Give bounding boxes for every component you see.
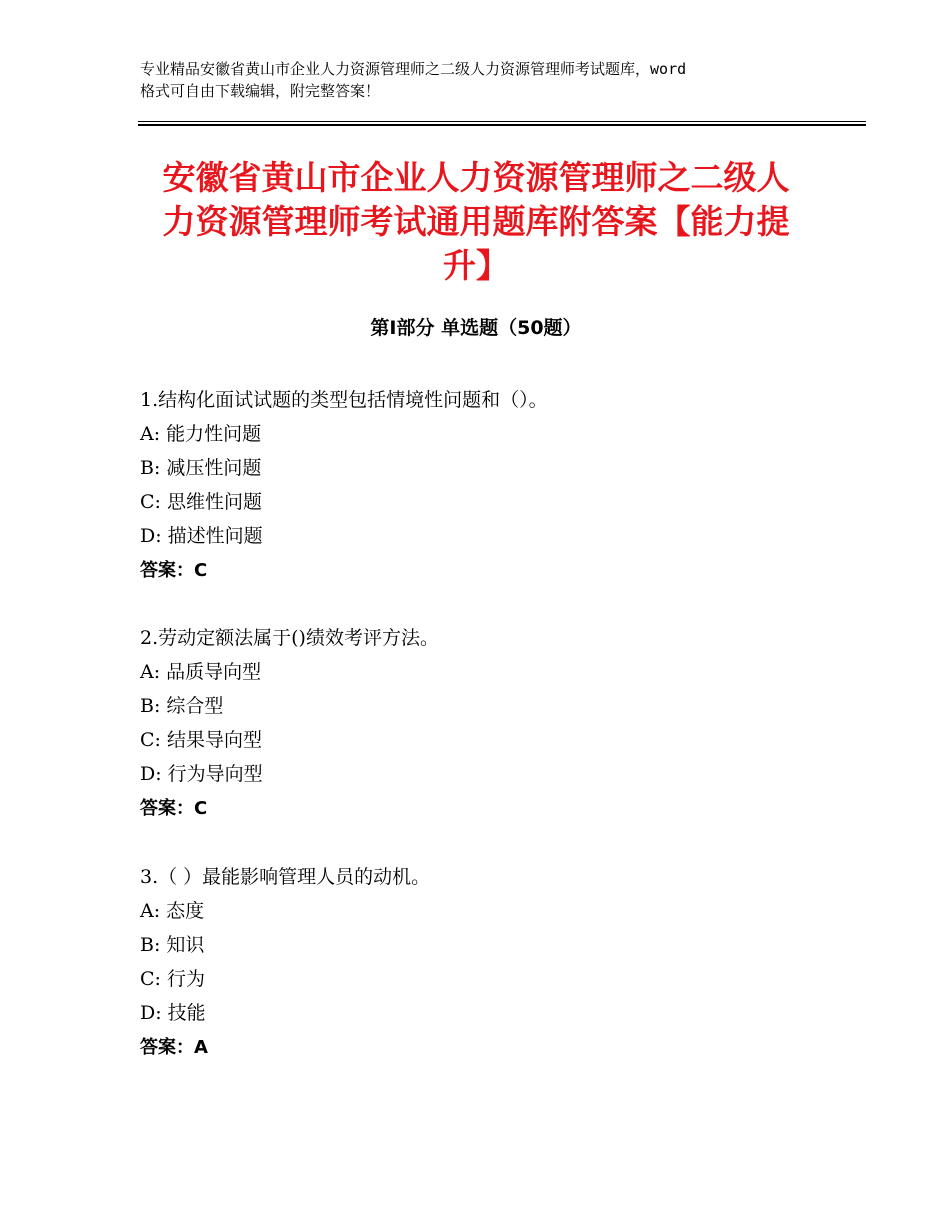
header-divider-thick [138, 124, 866, 126]
option-a: A: 品质导向型 [140, 661, 262, 683]
question-stem: 1.结构化面试试题的类型包括情境性问题和（）。 [140, 389, 548, 411]
document-title-line-3: 升】 [443, 246, 509, 285]
question-3 [140, 860, 840, 1066]
answer: 答案：A [140, 1037, 208, 1058]
answer: 答案：C [140, 798, 208, 819]
option-a: A: 态度 [140, 900, 205, 922]
answer: 答案：C [140, 560, 208, 581]
option-c: C: 行为 [140, 968, 205, 990]
header-note-line-1: 专业精品安徽省黄山市企业人力资源管理师之二级人力资源管理师考试题库，word [140, 60, 687, 78]
question-1 [140, 383, 840, 589]
option-a: A: 能力性问题 [140, 423, 262, 445]
option-d: D: 行为导向型 [140, 763, 263, 785]
header-divider-thin [138, 121, 866, 122]
option-b: B: 知识 [140, 934, 205, 956]
document-title-line-1: 安徽省黄山市企业人力资源管理师之二级人 [162, 158, 790, 197]
question-stem: 2.劳动定额法属于()绩效考评方法。 [140, 627, 439, 649]
option-d: D: 描述性问题 [140, 525, 263, 547]
option-b: B: 综合型 [140, 695, 224, 717]
header-note-line-2: 格式可自由下载编辑，附完整答案！ [140, 82, 381, 100]
document-title-line-2: 力资源管理师考试通用题库附答案【能力提 [162, 202, 790, 241]
option-d: D: 技能 [140, 1002, 206, 1024]
question-2 [140, 621, 840, 827]
option-c: C: 思维性问题 [140, 491, 262, 513]
header-note [140, 58, 830, 102]
section-heading: 第Ⅰ部分 单选题（50题） [370, 317, 582, 339]
option-c: C: 结果导向型 [140, 729, 262, 751]
option-b: B: 减压性问题 [140, 457, 262, 479]
document-title [140, 156, 812, 288]
question-stem: 3.（ ）最能影响管理人员的动机。 [140, 866, 431, 888]
